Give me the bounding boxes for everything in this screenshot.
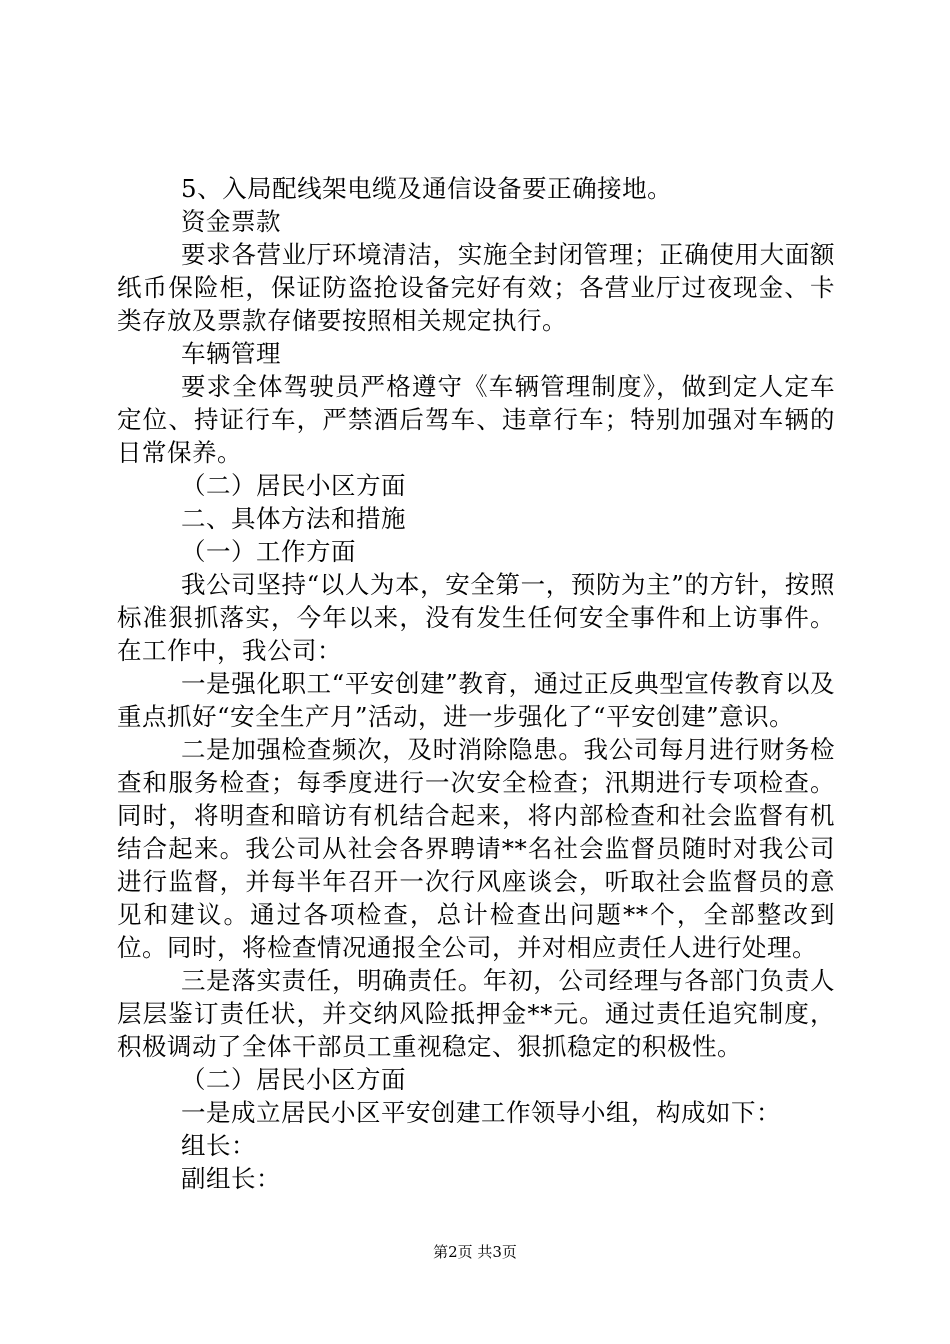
section-heading-methods: 二、具体方法和措施 bbox=[181, 504, 406, 533]
measure-three-paragraph: 三是落实责任，明确责任。年初，公司经理与各部门负责人层层鉴订责任状，并交纳风险抵押金**元。通过责任追究制度，积极调动了全体干部员工重视稳定、狠抓稳定的积极性。 bbox=[117, 966, 835, 1061]
measure-one-paragraph: 一是强化职工“平安创建”教育，通过正反典型宣传教育以及重点抓好“安全生产月”活动，进一步强化了“平安创建”意识。 bbox=[117, 669, 835, 731]
page-footer: 第2页 共3页 bbox=[433, 1243, 517, 1261]
vehicles-paragraph: 要求全体驾驶员严格遵守《车辆管理制度》，做到定人定车定位、持证行车，严禁酒后驾车、违章行车；特别加强对车辆的日常保养。 bbox=[117, 372, 835, 467]
section-heading-work: （一）工作方面 bbox=[181, 537, 356, 566]
measure-two-paragraph: 二是加强检查频次，及时消除隐患。我公司每月进行财务检查和服务检查；每季度进行一次安全检查；汛期进行专项检查。同时，将明查和暗访有机结合起来，将内部检查和社会监督有机结合起来。我公司从社会各界聘请**名社会监督员随时对我公司进行监督，并每半年召开一次行风座谈会，听取社会监督员的意见和建议。通过各项检查，总计检查出问题**个，全部整改到位。同时，将检查情况通报全公司，并对相应责任人进行处理。 bbox=[117, 735, 835, 962]
group-leader-line: 组长： bbox=[181, 1131, 256, 1160]
item-grounding-paragraph: 5、入局配线架电缆及通信设备要正确接地。 bbox=[181, 174, 673, 203]
section-heading-residential: （二）居民小区方面 bbox=[181, 471, 406, 500]
residential-group-paragraph: 一是成立居民小区平安创建工作领导小组，构成如下： bbox=[181, 1098, 781, 1127]
section-heading-vehicles: 车辆管理 bbox=[181, 339, 281, 368]
work-intro-paragraph: 我公司坚持“以人为本，安全第一，预防为主”的方针，按照标准狠抓落实，今年以来，没有发生任何安全事件和上访事件。在工作中，我公司： bbox=[117, 570, 835, 665]
section-heading-funds: 资金票款 bbox=[181, 207, 281, 236]
deputy-leader-line: 副组长： bbox=[181, 1164, 281, 1193]
section-heading-residential-2: （二）居民小区方面 bbox=[181, 1065, 406, 1094]
funds-paragraph: 要求各营业厅环境清洁，实施全封闭管理；正确使用大面额纸币保险柜，保证防盗抢设备完好有效；各营业厅过夜现金、卡类存放及票款存储要按照相关规定执行。 bbox=[117, 240, 835, 335]
document-body bbox=[117, 172, 835, 1195]
